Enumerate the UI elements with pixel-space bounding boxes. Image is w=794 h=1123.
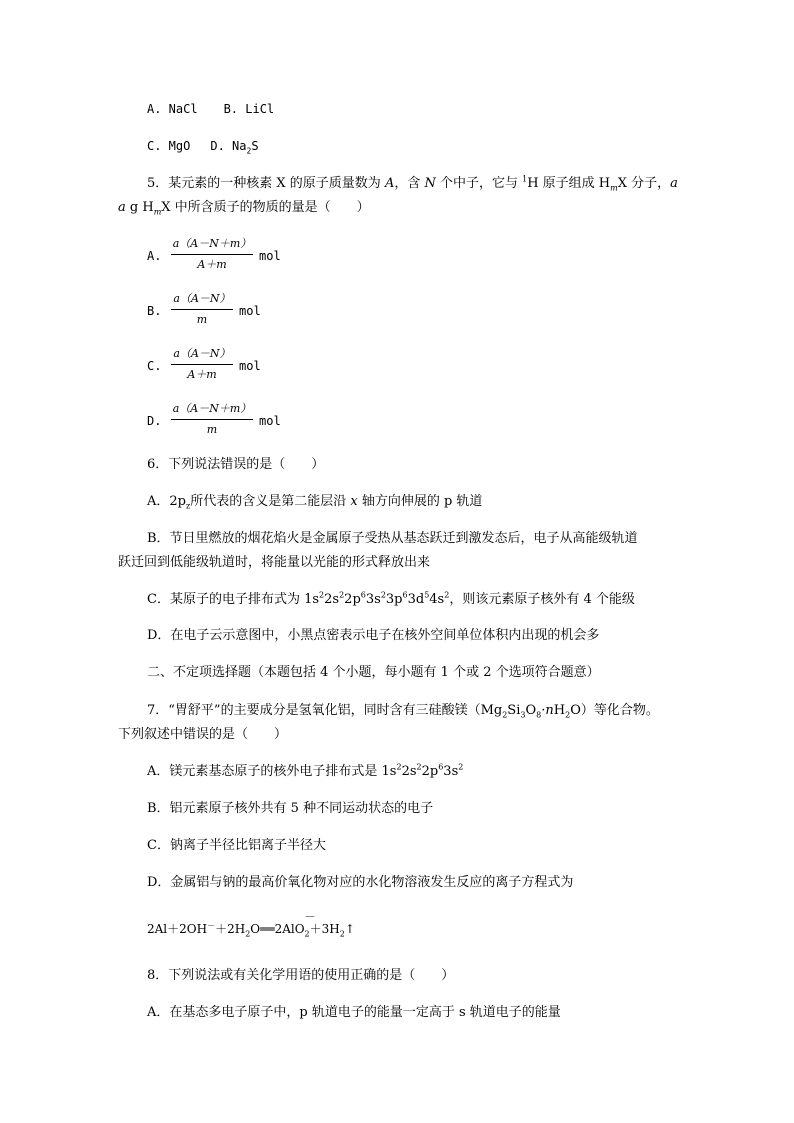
q6-stem: 6．下列说法错误的是（ ） xyxy=(147,457,325,472)
q8-option-a: A．在基态多电子原子中，p 轨道电子的能量一定高于 s 轨道电子的能量 xyxy=(147,1005,561,1020)
q4-options-row2 xyxy=(147,138,259,154)
q5-option-a-fraction: a（A－N＋m） A＋m xyxy=(172,237,252,271)
q5-option-d-fraction: a（A－N＋m） m xyxy=(172,402,252,436)
q7-option-d: D．金属铝与钠的最高价氧化物对应的水化物溶液发生反应的离子方程式为 xyxy=(147,875,574,890)
q5-stem-line1: 5．某元素的一种核素 X 的原子质量数为 A，含 N 个中子，它与 $^1$H 原子组成 $H_mX$ 分子，a xyxy=(147,174,678,193)
q4-option-c: C. MgO xyxy=(147,139,191,153)
q4-option-a: A. NaCl xyxy=(147,102,198,116)
q6-option-d: D．在电子云示意图中，小黑点密表示电子在核外空间单位体积内出现的机会多 xyxy=(147,628,600,643)
q7-option-b: B．铝元素原子核外共有 5 种不同运动状态的电子 xyxy=(147,801,434,816)
q5-stem-line2: a g $H_mX$ 中所含质子的物质的量是（ ） xyxy=(118,200,370,217)
q4-option-d: D. $Na_2S$ xyxy=(210,139,259,156)
q5-option-c-fraction: a（A－N） A＋m xyxy=(171,346,233,383)
q5-option-b-fraction: a（A－N） m xyxy=(171,291,233,328)
q8-stem: 8．下列说法或有关化学用语的使用正确的是（ ） xyxy=(147,968,455,983)
q6-option-b-line2: 跃迁回到低能级轨道时，将能量以光能的形式释放出来 xyxy=(118,555,431,570)
q7-option-a: A．镁元素基态原子的核外电子排布式是 $1s^22s^22p^63s^2$ xyxy=(147,762,464,779)
q6-option-a: A．$2p_z$所代表的含义是第二能层沿 x 轴方向伸展的 p 轨道 xyxy=(147,494,483,511)
q7-option-c: C．钠离子半径比铝离子半径大 xyxy=(147,838,326,853)
q4-option-b: B. LiCl xyxy=(223,102,275,116)
q7-stem-line2: 下列叙述中错误的是（ ） xyxy=(118,727,288,742)
q7-stem-line1: 7．“胃舒平”的主要成分是氢氧化铝，同时含有三硅酸镁$(Mg_2Si_3O_8\cdot nH_2O)$等化合物。 xyxy=(147,703,659,720)
section-2-heading: 二、不定项选择题（本题包括 4 个小题，每小题有 1 个或 2 个选项符合题意） xyxy=(147,665,600,680)
q6-option-c: C．某原子的电子排布式为 $1s^22s^22p^63s^23p^63d^54s^2$，则该元素原子核外有 4 个能级 xyxy=(147,590,635,607)
q6-option-b-line1: B．节日里燃放的烟花焰火是金属原子受热从基态跃迁到激发态后，电子从高能级轨道 xyxy=(147,531,638,546)
q4-options-row1 xyxy=(147,101,274,117)
q7-ionic-equation: $2Al+2OH^-+2H_2O══2AlO$ － $_2+3H_2↑$ xyxy=(147,910,355,939)
